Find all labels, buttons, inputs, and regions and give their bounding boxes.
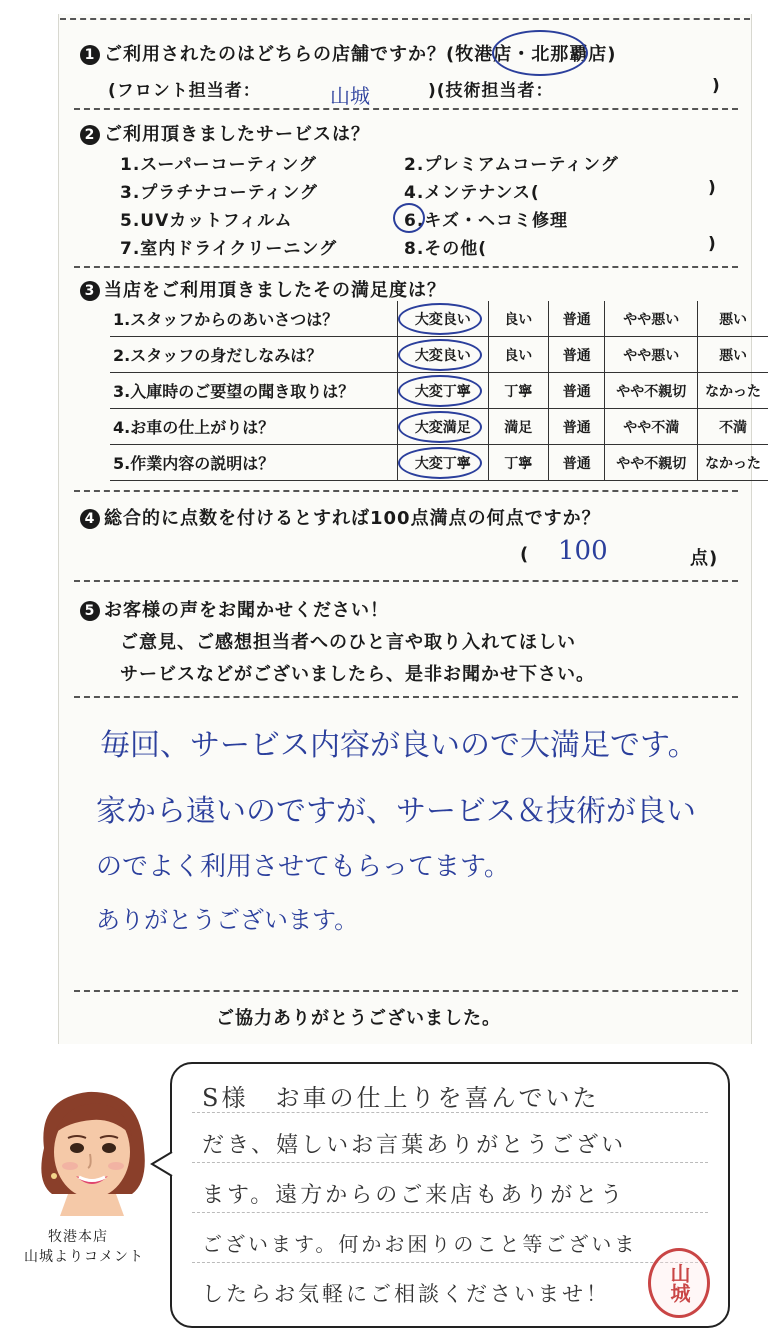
rating-option-label: やや不満: [623, 419, 680, 436]
tech-staff-row: [428, 76, 554, 101]
paren: (: [446, 44, 456, 65]
stamp-text: 山城: [667, 1263, 691, 1303]
rating-option[interactable]: [548, 337, 605, 373]
customer-comment-line: のでよく利用させてもらってます。: [96, 852, 510, 882]
paren: ): [712, 76, 721, 96]
rating-option[interactable]: [398, 445, 488, 481]
rating-option[interactable]: [398, 337, 488, 373]
service-option-5[interactable]: 5.UVカットフィルム: [120, 211, 293, 231]
question-5-line-3: サービスなどがございましたら、是非お聞かせ下さい。: [120, 664, 595, 685]
satisfaction-question: 1.スタッフからのあいさつは？: [110, 301, 398, 337]
divider: [74, 580, 738, 582]
question-text: ご利用頂きましたサービスは？: [104, 124, 370, 145]
ruled-line: [192, 1212, 708, 1213]
satisfaction-row: [110, 337, 768, 373]
rating-option-label: 大変満足: [414, 419, 471, 436]
question-number: 3: [80, 281, 100, 301]
rating-option-label: やや悪い: [623, 347, 680, 364]
divider: [74, 490, 738, 492]
store-option-makiminato[interactable]: 牧港店: [455, 44, 513, 65]
rating-option-label: 大変丁寧: [414, 383, 471, 400]
rating-option[interactable]: [488, 301, 548, 337]
question-text: 総合的に点数を付けるとすれば100点満点の何点ですか？: [104, 508, 601, 529]
rating-option-label: 大変丁寧: [414, 455, 471, 472]
question-3: [80, 276, 446, 302]
rating-option[interactable]: [605, 301, 698, 337]
rating-option-label: 悪い: [719, 311, 748, 328]
question-number: 4: [80, 509, 100, 529]
avatar: [28, 1078, 156, 1216]
front-staff-label: (フロント担当者：: [108, 81, 261, 101]
rating-option-label: 普通: [562, 455, 591, 472]
rating-option[interactable]: [488, 337, 548, 373]
question-number: 1: [80, 45, 100, 65]
selection-circle: [398, 375, 482, 407]
staff-reply-line: ます。遠方からのご来店もありがとう: [202, 1183, 626, 1208]
rating-option[interactable]: [698, 373, 768, 409]
rating-option-label: 不満: [719, 419, 748, 436]
service-option-8[interactable]: 8.その他(: [404, 239, 488, 259]
rating-option-label: 悪い: [719, 347, 748, 364]
ruled-line: [192, 1162, 708, 1163]
rating-option-label: やや不親切: [616, 383, 687, 400]
satisfaction-row: [110, 445, 768, 481]
rating-option[interactable]: [488, 373, 548, 409]
satisfaction-row: [110, 301, 768, 337]
staff-stamp: [648, 1248, 710, 1318]
selection-circle: [398, 411, 482, 443]
question-5-line-2: ご意見、ご感想担当者へのひと言や取り入れてほしい: [120, 632, 576, 653]
satisfaction-question: 3.入庫時のご要望の聞き取りは？: [110, 373, 398, 409]
divider: [74, 990, 738, 992]
rating-option[interactable]: [548, 301, 605, 337]
staff-reply-bubble: [170, 1062, 730, 1328]
front-staff-value[interactable]: 山城: [330, 84, 370, 108]
separator: ・: [512, 44, 532, 65]
rating-option[interactable]: [398, 409, 488, 445]
rating-option-label: 普通: [562, 311, 591, 328]
paren: ): [428, 81, 437, 101]
rating-option[interactable]: [398, 373, 488, 409]
satisfaction-question: 5.作業内容の説明は？: [110, 445, 398, 481]
staff-store: 牧港本店: [48, 1229, 108, 1245]
selection-circle: [393, 203, 425, 233]
service-option-2[interactable]: 2.プレミアムコーティング: [404, 155, 619, 175]
rating-option[interactable]: [698, 337, 768, 373]
service-option-1[interactable]: 1.スーパーコーティング: [120, 155, 317, 175]
selection-circle: [492, 30, 588, 76]
customer-comment-line: ありがとうございます。: [96, 906, 359, 934]
rating-option[interactable]: [698, 409, 768, 445]
staff-portrait-icon: [28, 1078, 156, 1216]
rating-option-label: 丁寧: [504, 455, 533, 472]
paren: ): [708, 178, 717, 198]
rating-option[interactable]: [605, 445, 698, 481]
customer-comment-line: 家から遠いのですが、サービス＆技術が良い: [96, 794, 696, 829]
paren: ): [607, 44, 617, 65]
customer-comment-line: 毎回、サービス内容が良いので大満足です。: [100, 728, 698, 763]
divider: [74, 696, 738, 698]
rating-option-label: やや悪い: [623, 311, 680, 328]
service-option-7[interactable]: 7.室内ドライクリーニング: [120, 239, 338, 259]
selection-circle: [398, 339, 482, 371]
score-unit: 点): [690, 548, 719, 569]
rating-option-label: 良い: [504, 311, 533, 328]
rating-option-label: 普通: [562, 347, 591, 364]
rating-option-label: 大変良い: [414, 347, 471, 364]
rating-option-label: やや不親切: [616, 455, 687, 472]
paren: ): [708, 234, 717, 254]
rating-option-label: なかった: [705, 383, 762, 400]
rating-option[interactable]: [488, 445, 548, 481]
divider: [74, 266, 738, 268]
score-value[interactable]: 100: [558, 536, 608, 566]
staff-reply-line: ございます。何かお困りのこと等ございま: [202, 1232, 638, 1256]
satisfaction-row: [110, 409, 768, 445]
divider: [60, 18, 750, 20]
rating-option[interactable]: [605, 409, 698, 445]
service-option-3[interactable]: 3.プラチナコーティング: [120, 183, 318, 203]
rating-option[interactable]: [698, 301, 768, 337]
rating-option-label: 大変良い: [414, 311, 471, 328]
rating-option[interactable]: [698, 445, 768, 481]
rating-option[interactable]: [548, 409, 605, 445]
question-text: ご利用されたのはどちらの店舗ですか？: [104, 44, 446, 65]
rating-option[interactable]: [605, 373, 698, 409]
staff-reply-line: S様 お車の仕上りを喜んでいた: [202, 1084, 600, 1112]
selection-circle: [398, 303, 482, 335]
bubble-tail-icon: [150, 1150, 174, 1178]
tech-staff-label: (技術担当者：: [436, 81, 554, 101]
rating-option-label: 丁寧: [504, 383, 533, 400]
satisfaction-table: [110, 301, 768, 481]
question-4: [80, 504, 601, 530]
staff-reply-line: だき、嬉しいお言葉ありがとうござい: [202, 1133, 627, 1158]
thanks-text: ご協力ありがとうございました。: [216, 1008, 501, 1029]
staff-row: [108, 76, 261, 101]
staff-comment-from: 山城よりコメント: [24, 1249, 144, 1265]
question-number: 5: [80, 601, 100, 621]
rating-option[interactable]: [488, 409, 548, 445]
store-option-kitanaha[interactable]: 北那覇店: [531, 44, 608, 65]
question-number: 2: [80, 125, 100, 145]
selection-circle: [398, 447, 482, 479]
satisfaction-row: [110, 373, 768, 409]
rating-option[interactable]: [548, 373, 605, 409]
question-5: [80, 596, 389, 622]
satisfaction-question: 2.スタッフの身だしなみは？: [110, 337, 398, 373]
question-text: お客様の声をお聞かせください！: [104, 600, 389, 621]
satisfaction-question: 4.お車の仕上がりは？: [110, 409, 398, 445]
rating-option-label: 普通: [562, 383, 591, 400]
rating-option-label: 満足: [504, 419, 533, 436]
rating-option[interactable]: [398, 301, 488, 337]
score-open: (: [520, 544, 530, 565]
rating-option[interactable]: [605, 337, 698, 373]
service-option-6[interactable]: 6.キズ・ヘコミ修理: [404, 211, 568, 231]
ruled-line: [192, 1262, 708, 1263]
divider: [74, 108, 738, 110]
staff-reply-line: したらお気軽にご相談くださいませ！: [202, 1282, 610, 1306]
rating-option[interactable]: [548, 445, 605, 481]
rating-option-label: 良い: [504, 347, 533, 364]
rating-option-label: なかった: [705, 455, 762, 472]
question-2: [80, 120, 370, 146]
question-text: 当店をご利用頂きましたその満足度は？: [104, 280, 446, 301]
rating-option-label: 普通: [562, 419, 591, 436]
service-option-4[interactable]: 4.メンテナンス(: [404, 183, 540, 203]
